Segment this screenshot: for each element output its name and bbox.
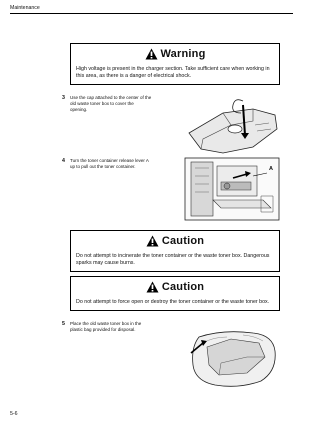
- warning-text: High voltage is present in the charger section. Take sufficient care when working in this area, as there is a danger of electrical shock.: [76, 66, 270, 79]
- lever-a-label: A: [269, 166, 273, 172]
- warning-icon: [145, 48, 158, 60]
- caution-text: Do not attempt to force open or destroy the toner container or the waste toner box.: [76, 299, 270, 305]
- caution-text: Do not attempt to incinerate the toner container or the waste toner box. Dangerous sparks may cause burns.: [76, 253, 270, 266]
- caution-icon: [146, 235, 159, 247]
- step-3-number: 3: [62, 95, 65, 101]
- warning-box: [70, 43, 280, 85]
- page-number: 5-6: [10, 411, 18, 417]
- plastic-bag-disposal-illustration: [183, 327, 281, 390]
- step-4-text: Turn the toner container release lever A up to pull out the toner container.: [70, 158, 149, 169]
- step-5-text: Place the old waste toner box in the plastic bag provided for disposal.: [70, 321, 142, 332]
- toner-container-release-illustration: [183, 156, 281, 222]
- header-rule: [10, 13, 293, 14]
- caution-heading: [71, 281, 279, 293]
- caution-icon: [146, 281, 159, 293]
- step-5-number: 5: [62, 321, 65, 327]
- step-3-text: Use the cap attached to the center of the old waste toner box to cover the opening.: [70, 95, 152, 112]
- caution-title: Caution: [161, 281, 205, 293]
- caution-title: Caution: [161, 235, 205, 247]
- step-4-number: 4: [62, 158, 65, 164]
- section-header: Maintenance: [10, 5, 40, 11]
- warning-heading: [71, 48, 279, 60]
- waste-toner-box-cap-illustration: [183, 95, 281, 157]
- caution-heading: [71, 235, 279, 247]
- caution-box-incinerate: [70, 230, 280, 272]
- warning-title: Warning: [160, 48, 206, 60]
- caution-box-force-open: [70, 276, 280, 311]
